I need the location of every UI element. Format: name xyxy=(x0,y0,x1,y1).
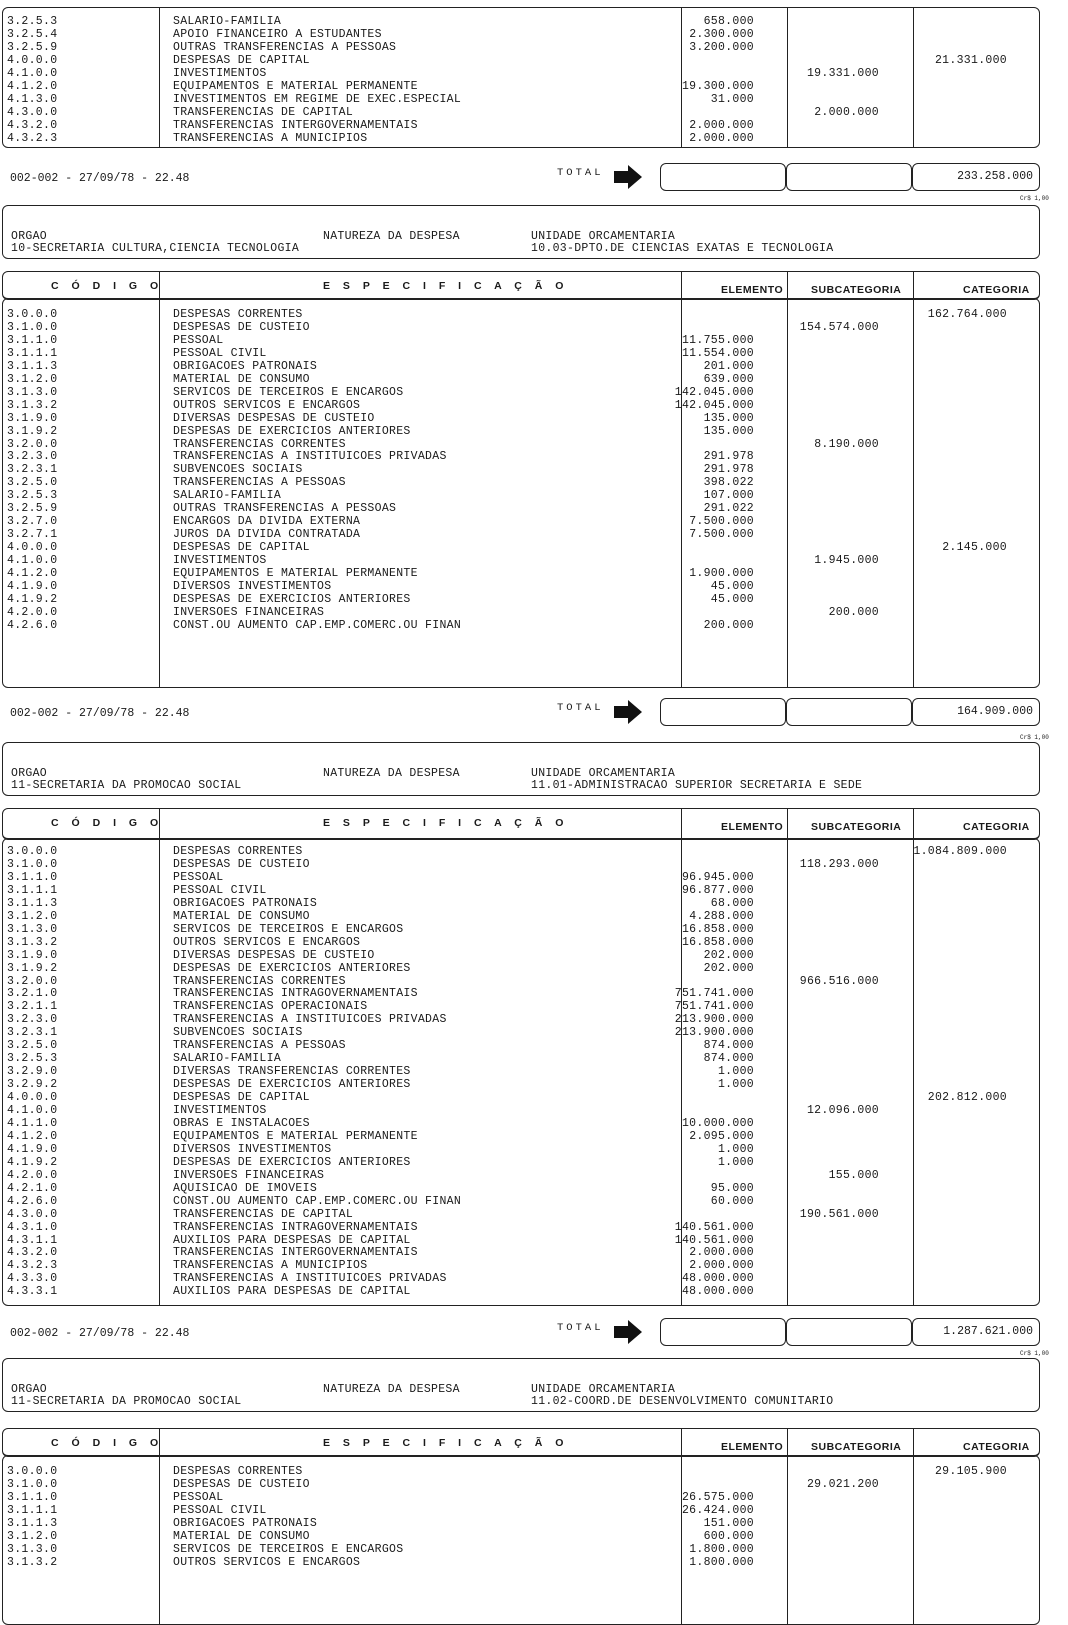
row-code: 3.1.3.2 xyxy=(7,935,58,949)
row-elemento: 1.900.000 xyxy=(689,567,754,580)
row-elemento: 202.000 xyxy=(703,948,754,962)
column-divider xyxy=(913,1429,914,1455)
row-elemento: 291.022 xyxy=(703,502,754,516)
row-specification: AUXILIOS PARA DESPESAS DE CAPITAL xyxy=(173,1285,411,1299)
row-elemento: 4.288.000 xyxy=(689,909,754,923)
row-subcategoria: 2.000.000 xyxy=(814,105,879,119)
row-code: 4.3.0.0 xyxy=(7,105,58,119)
row-code: 3.1.3.0 xyxy=(7,922,58,936)
row-specification: TRANSFERENCIAS INTERGOVERNAMENTAIS xyxy=(173,1246,418,1260)
section-header xyxy=(2,1358,1040,1412)
row-subcategoria: 155.000 xyxy=(828,1168,879,1182)
row-specification: OBRIGACOES PATRONAIS xyxy=(173,1516,318,1530)
unidade-label: UNIDADE ORCAMENTARIA xyxy=(531,767,676,780)
column-divider xyxy=(787,1429,788,1455)
row-specification: TRANSFERENCIAS A INSTITUICOES PRIVADAS xyxy=(173,1272,447,1286)
natureza-label: NATUREZA DA DESPESA xyxy=(323,767,460,780)
column-divider xyxy=(681,1429,682,1455)
orgao-value: 10-SECRETARIA CULTURA,CIENCIA TECNOLOGIA xyxy=(11,242,300,255)
row-specification: TRANSFERENCIAS A MUNICIPIOS xyxy=(173,1259,368,1273)
row-elemento: 213.900.000 xyxy=(674,1026,754,1040)
row-elemento: 751.741.000 xyxy=(674,1000,754,1014)
row-specification: DESPESAS DE CUSTEIO xyxy=(173,1477,310,1491)
row-subcategoria: 1.945.000 xyxy=(814,554,879,568)
row-specification: OUTRAS TRANSFERENCIAS A PESSOAS xyxy=(173,40,397,54)
subcategoria-header: SUBCATEGORIA xyxy=(811,1441,902,1453)
row-specification: PESSOAL xyxy=(173,1490,224,1504)
row-specification: DESPESAS DE EXERCICIOS ANTERIORES xyxy=(173,592,411,606)
row-elemento: 96.877.000 xyxy=(681,883,754,897)
row-code: 4.0.0.0 xyxy=(7,53,58,67)
row-specification: DESPESAS CORRENTES xyxy=(173,845,303,858)
row-specification: SUBVENCOES SOCIAIS xyxy=(173,463,303,477)
row-code: 3.2.7.1 xyxy=(7,528,58,542)
row-specification: TRANSFERENCIAS INTERGOVERNAMENTAIS xyxy=(173,118,418,132)
row-elemento: 1.800.000 xyxy=(689,1542,754,1556)
row-code: 3.2.5.0 xyxy=(7,1039,58,1053)
row-code: 3.1.1.0 xyxy=(7,870,58,884)
row-code: 4.2.6.0 xyxy=(7,618,58,632)
row-specification: MATERIAL DE CONSUMO xyxy=(173,909,310,923)
row-specification: DESPESAS DE CAPITAL xyxy=(173,541,310,555)
row-specification: OUTROS SERVICOS E ENCARGOS xyxy=(173,398,361,412)
row-subcategoria: 190.561.000 xyxy=(799,1207,879,1221)
row-elemento: 142.045.000 xyxy=(674,398,754,412)
row-code: 4.3.1.0 xyxy=(7,1220,58,1234)
row-subcategoria: 8.190.000 xyxy=(814,437,879,451)
unidade-label: UNIDADE ORCAMENTARIA xyxy=(531,230,676,243)
currency-note: Cr$ 1,00 xyxy=(1020,195,1049,202)
row-specification: OBRIGACOES PATRONAIS xyxy=(173,359,318,373)
row-specification: DIVERSAS DESPESAS DE CUSTEIO xyxy=(173,948,375,962)
row-elemento: 751.741.000 xyxy=(674,987,754,1001)
row-specification: SERVICOS DE TERCEIROS E ENCARGOS xyxy=(173,385,404,399)
row-subcategoria: 118.293.000 xyxy=(799,857,879,871)
row-specification: TRANSFERENCIAS DE CAPITAL xyxy=(173,105,354,119)
row-specification: TRANSFERENCIAS A MUNICIPIOS xyxy=(173,131,368,145)
orgao-value: 11-SECRETARIA DA PROMOCAO SOCIAL xyxy=(11,1395,242,1408)
row-elemento: 45.000 xyxy=(710,579,754,593)
row-elemento: 16.858.000 xyxy=(681,922,754,936)
row-specification: DESPESAS DE CAPITAL xyxy=(173,1091,310,1105)
row-elemento: 10.000.000 xyxy=(681,1116,754,1130)
row-specification: TRANSFERENCIAS INTRAGOVERNAMENTAIS xyxy=(173,987,418,1001)
row-code: 4.3.2.3 xyxy=(7,131,58,145)
row-specification: SERVICOS DE TERCEIROS E ENCARGOS xyxy=(173,922,404,936)
row-specification: INVERSOES FINANCEIRAS xyxy=(173,1168,325,1182)
row-specification: AQUISICAO DE IMOVEIS xyxy=(173,1181,318,1195)
row-elemento: 2.000.000 xyxy=(689,1246,754,1260)
row-specification: OUTRAS TRANSFERENCIAS A PESSOAS xyxy=(173,502,397,516)
row-elemento: 48.000.000 xyxy=(681,1272,754,1286)
elemento-header: ELEMENTO xyxy=(721,1441,784,1453)
row-specification: INVESTIMENTOS xyxy=(173,66,267,80)
row-elemento: 135.000 xyxy=(703,424,754,438)
row-elemento: 16.858.000 xyxy=(681,935,754,949)
row-code: 3.2.5.0 xyxy=(7,476,58,490)
row-specification: MATERIAL DE CONSUMO xyxy=(173,372,310,386)
row-elemento: 2.000.000 xyxy=(689,131,754,145)
row-code: 3.1.1.1 xyxy=(7,346,58,360)
row-elemento: 213.900.000 xyxy=(674,1013,754,1027)
row-elemento: 68.000 xyxy=(710,896,754,910)
row-elemento: 7.500.000 xyxy=(689,515,754,529)
row-code: 3.2.9.2 xyxy=(7,1078,58,1092)
row-elemento: 202.000 xyxy=(703,961,754,975)
row-elemento: 140.561.000 xyxy=(674,1220,754,1234)
row-specification: PESSOAL xyxy=(173,333,224,347)
row-code: 4.1.2.0 xyxy=(7,79,58,93)
row-specification: TRANSFERENCIAS A PESSOAS xyxy=(173,476,346,490)
row-elemento: 31.000 xyxy=(710,92,754,106)
row-subcategoria: 966.516.000 xyxy=(799,974,879,988)
row-specification: APOIO FINANCEIRO A ESTUDANTES xyxy=(173,27,382,41)
row-specification: INVERSOES FINANCEIRAS xyxy=(173,605,325,619)
row-code: 3.2.7.0 xyxy=(7,515,58,529)
total-categoria-box: 233.258.000 xyxy=(912,163,1040,191)
categoria-header: CATEGORIA xyxy=(963,284,1030,296)
elemento-header: ELEMENTO xyxy=(721,821,784,833)
row-elemento: 201.000 xyxy=(703,359,754,373)
row-code: 3.1.1.3 xyxy=(7,359,58,373)
row-code: 3.2.0.0 xyxy=(7,974,58,988)
natureza-label: NATUREZA DA DESPESA xyxy=(323,1383,460,1396)
especificacao-header: E S P E C I F I C A Ç Ã O xyxy=(323,817,569,829)
row-elemento: 19.300.000 xyxy=(681,79,754,93)
row-code: 4.3.0.0 xyxy=(7,1207,58,1221)
row-code: 3.1.1.3 xyxy=(7,896,58,910)
row-elemento: 151.000 xyxy=(703,1516,754,1530)
row-code: 3.2.1.0 xyxy=(7,987,58,1001)
table-row xyxy=(3,1478,1039,1491)
row-specification: DESPESAS DE CUSTEIO xyxy=(173,320,310,334)
row-categoria: 29.105.900 xyxy=(934,1465,1007,1478)
currency-note: Cr$ 1,00 xyxy=(1020,1350,1049,1357)
row-elemento: 200.000 xyxy=(703,618,754,632)
row-elemento: 11.755.000 xyxy=(681,333,754,347)
row-code: 3.2.3.1 xyxy=(7,463,58,477)
codigo-header: C Ó D I G O xyxy=(51,1437,164,1449)
row-specification: SERVICOS DE TERCEIROS E ENCARGOS xyxy=(173,1542,404,1556)
row-specification: MATERIAL DE CONSUMO xyxy=(173,1529,310,1543)
row-categoria: 21.331.000 xyxy=(934,53,1007,67)
row-code: 3.1.3.0 xyxy=(7,1542,58,1556)
row-subcategoria: 12.096.000 xyxy=(806,1104,879,1117)
row-specification: TRANSFERENCIAS INTRAGOVERNAMENTAIS xyxy=(173,1220,418,1234)
row-specification: EQUIPAMENTOS E MATERIAL PERMANENTE xyxy=(173,1129,418,1143)
row-code: 4.1.3.0 xyxy=(7,92,58,106)
table-row xyxy=(3,1491,1039,1504)
subcategoria-header: SUBCATEGORIA xyxy=(811,284,902,296)
table-header xyxy=(2,1428,1040,1457)
row-specification: JUROS DA DIVIDA CONTRATADA xyxy=(173,528,361,542)
table-row xyxy=(3,1556,1039,1569)
row-elemento: 600.000 xyxy=(703,1529,754,1543)
row-code: 3.2.5.4 xyxy=(7,27,58,41)
row-elemento: 1.000 xyxy=(717,1078,754,1092)
row-code: 3.1.2.0 xyxy=(7,909,58,923)
row-elemento: 140.561.000 xyxy=(674,1233,754,1247)
row-specification: DESPESAS CORRENTES xyxy=(173,1465,303,1478)
total-label: TOTAL xyxy=(557,1322,604,1334)
row-elemento: 48.000.000 xyxy=(681,1285,754,1299)
row-elemento: 7.500.000 xyxy=(689,528,754,542)
row-code: 4.3.3.0 xyxy=(7,1272,58,1286)
row-elemento: 2.095.000 xyxy=(689,1129,754,1143)
row-elemento: 2.300.000 xyxy=(689,27,754,41)
row-code: 4.2.0.0 xyxy=(7,1168,58,1182)
row-code: 4.1.1.0 xyxy=(7,1116,58,1130)
row-code: 4.3.2.3 xyxy=(7,1259,58,1273)
row-code: 3.1.3.0 xyxy=(7,385,58,399)
row-specification: TRANSFERENCIAS OPERACIONAIS xyxy=(173,1000,368,1014)
natureza-label: NATUREZA DA DESPESA xyxy=(323,230,460,243)
row-code: 3.2.5.3 xyxy=(7,1052,58,1066)
row-code: 3.2.3.0 xyxy=(7,450,58,464)
row-elemento: 874.000 xyxy=(703,1039,754,1053)
print-stamp: 002-002 - 27/09/78 - 22.48 xyxy=(10,172,190,185)
row-code: 4.0.0.0 xyxy=(7,541,58,555)
row-elemento: 658.000 xyxy=(703,15,754,28)
row-code: 3.1.1.1 xyxy=(7,1503,58,1517)
row-elemento: 11.554.000 xyxy=(681,346,754,360)
print-stamp: 002-002 - 27/09/78 - 22.48 xyxy=(10,707,190,720)
row-elemento: 291.978 xyxy=(703,450,754,464)
row-specification: DIVERSOS INVESTIMENTOS xyxy=(173,1142,332,1156)
row-specification: PESSOAL CIVIL xyxy=(173,883,267,897)
especificacao-header: E S P E C I F I C A Ç Ã O xyxy=(323,280,569,292)
total-label: TOTAL xyxy=(557,702,604,714)
row-elemento: 60.000 xyxy=(710,1194,754,1208)
row-specification: DIVERSOS INVESTIMENTOS xyxy=(173,579,332,593)
row-elemento: 2.000.000 xyxy=(689,118,754,132)
row-subcategoria: 19.331.000 xyxy=(806,66,879,80)
row-code: 3.1.1.0 xyxy=(7,333,58,347)
row-subcategoria: 154.574.000 xyxy=(799,320,879,334)
total-categoria-box: 1.287.621.000 xyxy=(912,1318,1040,1346)
row-specification: DESPESAS DE EXERCICIOS ANTERIORES xyxy=(173,1155,411,1169)
table-body xyxy=(2,1455,1040,1625)
row-specification: TRANSFERENCIAS A PESSOAS xyxy=(173,1039,346,1053)
currency-note: Cr$ 1,00 xyxy=(1020,734,1049,741)
table-row xyxy=(3,1543,1039,1556)
table-row xyxy=(3,1465,1039,1478)
row-code: 4.0.0.0 xyxy=(7,1091,58,1105)
row-elemento: 95.000 xyxy=(710,1181,754,1195)
row-specification: DESPESAS DE EXERCICIOS ANTERIORES xyxy=(173,424,411,438)
row-categoria: 162.764.000 xyxy=(927,308,1007,321)
codigo-header: C Ó D I G O xyxy=(51,817,164,829)
row-elemento: 2.000.000 xyxy=(689,1259,754,1273)
row-specification: SALARIO-FAMILIA xyxy=(173,15,282,28)
categoria-header: CATEGORIA xyxy=(963,821,1030,833)
row-specification: SUBVENCOES SOCIAIS xyxy=(173,1026,303,1040)
elemento-header: ELEMENTO xyxy=(721,284,784,296)
codigo-header: C Ó D I G O xyxy=(51,280,164,292)
row-specification: EQUIPAMENTOS E MATERIAL PERMANENTE xyxy=(173,79,418,93)
orgao-label: ORGAO xyxy=(11,767,48,780)
total-categoria-box: 164.909.000 xyxy=(912,698,1040,726)
row-specification: EQUIPAMENTOS E MATERIAL PERMANENTE xyxy=(173,567,418,580)
row-code: 3.0.0.0 xyxy=(7,308,58,321)
row-code: 3.2.3.1 xyxy=(7,1026,58,1040)
row-specification: OBRAS E INSTALACOES xyxy=(173,1116,310,1130)
row-code: 3.1.3.2 xyxy=(7,398,58,412)
row-code: 4.1.9.0 xyxy=(7,579,58,593)
row-categoria: 202.812.000 xyxy=(927,1091,1007,1105)
row-specification: DIVERSAS TRANSFERENCIAS CORRENTES xyxy=(173,1065,411,1079)
categoria-header: CATEGORIA xyxy=(963,1441,1030,1453)
row-code: 4.1.9.2 xyxy=(7,592,58,606)
row-elemento: 874.000 xyxy=(703,1052,754,1066)
row-code: 3.2.5.9 xyxy=(7,502,58,516)
row-code: 4.2.6.0 xyxy=(7,1194,58,1208)
row-code: 4.2.1.0 xyxy=(7,1181,58,1195)
row-code: 4.1.0.0 xyxy=(7,554,58,568)
row-elemento: 3.200.000 xyxy=(689,40,754,54)
row-specification: INVESTIMENTOS xyxy=(173,1104,267,1117)
row-code: 4.1.0.0 xyxy=(7,66,58,80)
row-code: 3.1.1.3 xyxy=(7,1516,58,1530)
row-code: 3.2.5.3 xyxy=(7,15,58,28)
row-specification: OUTROS SERVICOS E ENCARGOS xyxy=(173,1555,361,1569)
row-code: 3.1.9.0 xyxy=(7,948,58,962)
orgao-value: 11-SECRETARIA DA PROMOCAO SOCIAL xyxy=(11,779,242,792)
row-specification: PESSOAL xyxy=(173,870,224,884)
row-code: 3.1.9.0 xyxy=(7,411,58,425)
row-code: 3.1.2.0 xyxy=(7,372,58,386)
row-specification: CONST.OU AUMENTO CAP.EMP.COMERC.OU FINAN xyxy=(173,1194,462,1208)
row-code: 4.1.9.0 xyxy=(7,1142,58,1156)
table-row xyxy=(3,1504,1039,1517)
print-stamp: 002-002 - 27/09/78 - 22.48 xyxy=(10,1327,190,1340)
unidade-value: 11.02-COORD.DE DESENVOLVIMENTO COMUNITARIO xyxy=(531,1395,834,1408)
row-elemento: 45.000 xyxy=(710,592,754,606)
row-elemento: 639.000 xyxy=(703,372,754,386)
row-code: 4.1.9.2 xyxy=(7,1155,58,1169)
especificacao-header: E S P E C I F I C A Ç Ã O xyxy=(323,1437,569,1449)
unidade-value: 11.01-ADMINISTRACAO SUPERIOR SECRETARIA E SEDE xyxy=(531,779,863,792)
row-specification: ENCARGOS DA DIVIDA EXTERNA xyxy=(173,515,361,529)
orgao-label: ORGAO xyxy=(11,230,48,243)
row-specification: PESSOAL CIVIL xyxy=(173,346,267,360)
row-specification: TRANSFERENCIAS A INSTITUICOES PRIVADAS xyxy=(173,1013,447,1027)
row-specification: DIVERSAS DESPESAS DE CUSTEIO xyxy=(173,411,375,425)
row-code: 3.1.0.0 xyxy=(7,320,58,334)
row-code: 3.1.3.2 xyxy=(7,1555,58,1569)
total-label: TOTAL xyxy=(557,167,604,179)
row-elemento: 1.800.000 xyxy=(689,1555,754,1569)
row-specification: SALARIO-FAMILIA xyxy=(173,489,282,503)
row-code: 4.3.3.1 xyxy=(7,1285,58,1299)
row-specification: AUXILIOS PARA DESPESAS DE CAPITAL xyxy=(173,1233,411,1247)
row-code: 3.1.2.0 xyxy=(7,1529,58,1543)
row-elemento: 96.945.000 xyxy=(681,870,754,884)
row-subcategoria: 200.000 xyxy=(828,605,879,619)
row-elemento: 1.000 xyxy=(717,1065,754,1079)
row-specification: DESPESAS DE CAPITAL xyxy=(173,53,310,67)
table-row xyxy=(3,1517,1039,1530)
row-specification: TRANSFERENCIAS DE CAPITAL xyxy=(173,1207,354,1221)
row-code: 3.2.5.9 xyxy=(7,40,58,54)
row-code: 3.2.5.3 xyxy=(7,489,58,503)
row-specification: DESPESAS DE CUSTEIO xyxy=(173,857,310,871)
row-elemento: 107.000 xyxy=(703,489,754,503)
row-elemento: 142.045.000 xyxy=(674,385,754,399)
row-code: 3.1.1.0 xyxy=(7,1490,58,1504)
row-specification: INVESTIMENTOS EM REGIME DE EXEC.ESPECIAL xyxy=(173,92,462,106)
row-code: 3.2.9.0 xyxy=(7,1065,58,1079)
row-code: 4.1.0.0 xyxy=(7,1104,58,1117)
row-categoria: 2.145.000 xyxy=(942,541,1007,555)
table-row xyxy=(3,1530,1039,1543)
row-code: 3.2.3.0 xyxy=(7,1013,58,1027)
row-specification: INVESTIMENTOS xyxy=(173,554,267,568)
row-code: 4.1.2.0 xyxy=(7,1129,58,1143)
row-specification: TRANSFERENCIAS CORRENTES xyxy=(173,437,346,451)
row-elemento: 135.000 xyxy=(703,411,754,425)
row-specification: TRANSFERENCIAS A INSTITUICOES PRIVADAS xyxy=(173,450,447,464)
row-elemento: 398.022 xyxy=(703,476,754,490)
row-elemento: 1.000 xyxy=(717,1155,754,1169)
row-categoria: 1.084.809.000 xyxy=(913,845,1007,858)
row-specification: PESSOAL CIVIL xyxy=(173,1503,267,1517)
row-specification: DESPESAS DE EXERCICIOS ANTERIORES xyxy=(173,1078,411,1092)
row-code: 4.2.0.0 xyxy=(7,605,58,619)
row-elemento: 1.000 xyxy=(717,1142,754,1156)
row-code: 3.2.1.1 xyxy=(7,1000,58,1014)
row-code: 4.3.1.1 xyxy=(7,1233,58,1247)
unidade-value: 10.03-DPTO.DE CIENCIAS EXATAS E TECNOLOGIA xyxy=(531,242,834,255)
row-code: 3.2.0.0 xyxy=(7,437,58,451)
row-specification: OBRIGACOES PATRONAIS xyxy=(173,896,318,910)
row-specification: SALARIO-FAMILIA xyxy=(173,1052,282,1066)
row-code: 3.1.0.0 xyxy=(7,1477,58,1491)
row-specification: OUTROS SERVICOS E ENCARGOS xyxy=(173,935,361,949)
subcategoria-header: SUBCATEGORIA xyxy=(811,821,902,833)
row-specification: CONST.OU AUMENTO CAP.EMP.COMERC.OU FINAN xyxy=(173,618,462,632)
row-specification: TRANSFERENCIAS CORRENTES xyxy=(173,974,346,988)
row-code: 3.1.9.2 xyxy=(7,424,58,438)
row-code: 4.3.2.0 xyxy=(7,118,58,132)
row-code: 3.0.0.0 xyxy=(7,845,58,858)
row-code: 4.1.2.0 xyxy=(7,567,58,580)
row-specification: DESPESAS CORRENTES xyxy=(173,308,303,321)
row-code: 3.1.0.0 xyxy=(7,857,58,871)
row-code: 3.0.0.0 xyxy=(7,1465,58,1478)
unidade-label: UNIDADE ORCAMENTARIA xyxy=(531,1383,676,1396)
row-code: 4.3.2.0 xyxy=(7,1246,58,1260)
row-code: 3.1.9.2 xyxy=(7,961,58,975)
row-elemento: 291.978 xyxy=(703,463,754,477)
row-elemento: 26.575.000 xyxy=(681,1490,754,1504)
row-code: 3.1.1.1 xyxy=(7,883,58,897)
orgao-label: ORGAO xyxy=(11,1383,48,1396)
row-elemento: 26.424.000 xyxy=(681,1503,754,1517)
row-subcategoria: 29.021.200 xyxy=(806,1477,879,1491)
row-specification: DESPESAS DE EXERCICIOS ANTERIORES xyxy=(173,961,411,975)
